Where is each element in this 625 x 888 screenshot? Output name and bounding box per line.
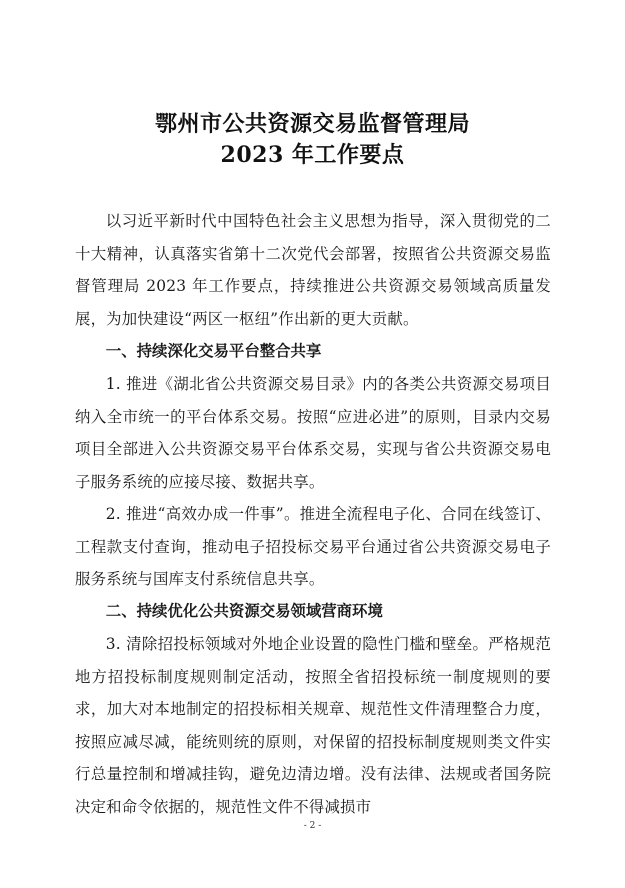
section-heading-1: 一、持续深化交易平台整合共享 xyxy=(105,342,322,360)
document-title-line1: 鄂州市公共资源交易监督管理局 xyxy=(154,111,470,137)
paragraph-item-1: 1. 推进《湖北省公共资源交易目录》内的各类公共资源交易项目纳入全市统一的平台体系交易。按照“应进必进”的原则，目录内交易项目全部进入公共资源交易平台体系交易，实现与省公共资源交易电子服务系统的应接尽接、数据共享。 xyxy=(75,375,551,491)
page-number: - 2 - xyxy=(303,821,322,831)
paragraph-item-2: 2. 推进“高效办成一件事”。推进全流程电子化、合同在线签订、工程款支付查询，推动电子招投标交易平台通过省公共资源交易电子服务系统与国库支付系统信息共享。 xyxy=(75,505,551,589)
paragraph-item-3: 3. 清除招投标领域对外地企业设置的隐性门槛和壁垒。严格规范地方招投标制度规则制定活动，按照全省招投标统一制度规则的要求，加大对本地制定的招投标相关规章、规范性文件清理整合力度，按照应减尽减，能统则统的原则，对保留的招投标制度规则类文件实行总量控制和增减挂钩，避免边清边增。没有法律、法规或者国务院决定和命令依据的，规范性文件不得减损市 xyxy=(75,635,551,816)
intro-paragraph: 以习近平新时代中国特色社会主义思想为指导，深入贯彻党的二十大精神，认真落实省第十二次党代会部署，按照省公共资源交易监督管理局 2023 年工作要点，持续推进公共资源交易领域高质量发展，为加快建设“两区一枢纽”作出新的更大贡献。 xyxy=(75,212,551,328)
document-title-line2: 2023 年工作要点 xyxy=(220,142,405,168)
section-heading-2: 二、持续优化公共资源交易领域营商环境 xyxy=(105,602,383,620)
